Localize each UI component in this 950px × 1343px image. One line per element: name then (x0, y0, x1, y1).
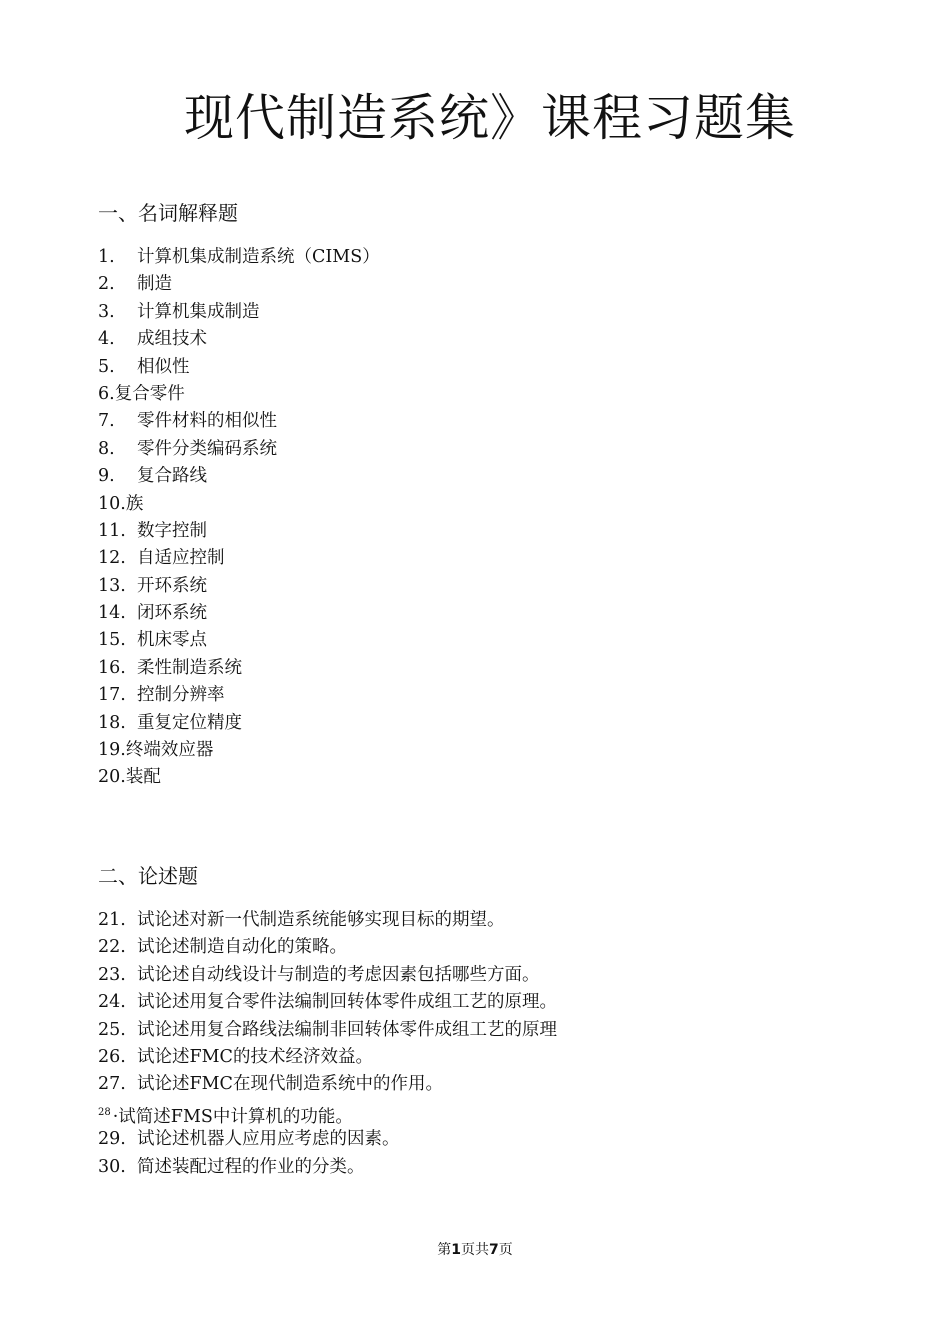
section-heading-terms: 一、名词解释题 (98, 201, 238, 225)
item-text: 试论述FMC的技术经济效益。 (137, 1046, 373, 1067)
list-item (98, 1126, 557, 1153)
list-item (98, 655, 380, 682)
item-text: 相似性 (137, 356, 190, 377)
item-text: 终端效应器 (125, 740, 214, 761)
footer-page-number: 1 (451, 1242, 461, 1258)
item-number: 6. (98, 383, 115, 404)
item-text: 试论述FMC在现代制造系统中的作用。 (137, 1074, 443, 1095)
item-number: 3. (98, 301, 115, 322)
list-item (98, 1099, 557, 1126)
item-text: 重复定位精度 (137, 712, 242, 733)
footer-prefix: 第 (437, 1242, 452, 1258)
item-text: 族 (125, 493, 144, 514)
item-number: 22. (98, 937, 126, 958)
list-item (98, 573, 380, 600)
item-number: 17. (98, 685, 126, 706)
list-item (98, 710, 380, 737)
item-text: 试论述用复合零件法编制回转体零件成组工艺的原理。 (137, 992, 557, 1013)
item-number: 25. (98, 1019, 126, 1040)
item-number: 21. (98, 910, 126, 930)
list-item (98, 381, 380, 408)
list-item (98, 408, 380, 435)
terms-list (98, 244, 380, 792)
item-text: ·试简述FMS中计算机的功能。 (112, 1106, 353, 1127)
item-text: 数字控制 (137, 520, 207, 541)
item-text: 试论述自动线设计与制造的考虑因素包括哪些方面。 (137, 964, 540, 985)
list-item (98, 354, 380, 381)
item-number: 30. (98, 1156, 126, 1177)
item-text: 制造 (137, 274, 172, 295)
list-item (98, 326, 380, 353)
list-item (98, 436, 380, 463)
list-item (98, 737, 380, 764)
section-heading-essays: 二、论述题 (98, 864, 198, 888)
item-number: 15. (98, 630, 126, 651)
item-number: 8. (98, 438, 115, 459)
list-item (98, 518, 380, 545)
page-footer (0, 1240, 950, 1260)
item-text: 试论述制造自动化的策略。 (137, 937, 347, 958)
footer-suffix: 页 (498, 1242, 513, 1258)
item-text: 零件分类编码系统 (137, 438, 277, 459)
list-item (98, 989, 557, 1016)
list-item (98, 600, 380, 627)
item-text: 柔性制造系统 (137, 657, 242, 678)
item-number: 28 (98, 1106, 111, 1118)
item-number: 7. (98, 411, 115, 432)
item-text: 计算机集成制造 (137, 301, 260, 322)
item-number: 19. (98, 740, 126, 761)
item-number: 29. (98, 1129, 126, 1150)
item-number: 16. (98, 657, 126, 678)
list-item (98, 627, 380, 654)
list-item (98, 764, 380, 791)
footer-total-pages: 7 (489, 1242, 499, 1258)
item-text: 控制分辨率 (137, 685, 225, 706)
list-item (98, 545, 380, 572)
item-number: 27. (98, 1074, 126, 1095)
item-text: 零件材料的相似性 (137, 411, 277, 432)
item-text: 装配 (125, 767, 161, 788)
item-text: 计算机集成制造系统（CIMS） (137, 247, 380, 267)
list-item (98, 244, 380, 271)
item-number: 26. (98, 1046, 126, 1067)
list-item (98, 1154, 557, 1181)
item-text: 成组技术 (137, 329, 207, 350)
list-item (98, 299, 380, 326)
item-number: 14. (98, 603, 126, 624)
item-number: 1. (98, 247, 115, 267)
item-text: 闭环系统 (137, 603, 207, 624)
list-item (98, 934, 557, 961)
item-number: 5. (98, 356, 115, 377)
item-number: 2. (98, 274, 115, 295)
item-number: 10. (98, 493, 126, 514)
footer-middle: 页共 (461, 1242, 489, 1258)
list-item (98, 463, 380, 490)
item-text: 试论述用复合路线法编制非回转体零件成组工艺的原理 (137, 1019, 557, 1040)
item-number: 13. (98, 575, 126, 596)
list-item (98, 491, 380, 518)
list-item (98, 271, 380, 298)
list-item (98, 682, 380, 709)
item-number: 18. (98, 712, 126, 733)
list-item (98, 1017, 557, 1044)
list-item (98, 1071, 557, 1098)
item-text: 试论述机器人应用应考虑的因素。 (137, 1129, 400, 1150)
list-item (98, 1044, 557, 1071)
item-text: 复合路线 (137, 466, 207, 487)
item-text: 开环系统 (137, 575, 207, 596)
item-number: 4. (98, 329, 115, 350)
item-text: 机床零点 (137, 630, 207, 651)
essay-list (98, 907, 557, 1181)
item-number: 9. (98, 466, 115, 487)
item-text: 简述装配过程的作业的分类。 (137, 1156, 365, 1177)
item-text: 自适应控制 (137, 548, 225, 569)
item-number: 11. (98, 520, 126, 541)
document-title: 现代制造系统》课程习题集 (184, 89, 796, 147)
item-number: 24. (98, 992, 126, 1013)
item-number: 20. (98, 767, 126, 788)
list-item (98, 962, 557, 989)
item-number: 23. (98, 964, 126, 985)
item-text: 试论述对新一代制造系统能够实现目标的期望。 (137, 910, 505, 930)
item-text: 复合零件 (114, 383, 185, 404)
item-number: 12. (98, 548, 126, 569)
list-item (98, 907, 557, 934)
